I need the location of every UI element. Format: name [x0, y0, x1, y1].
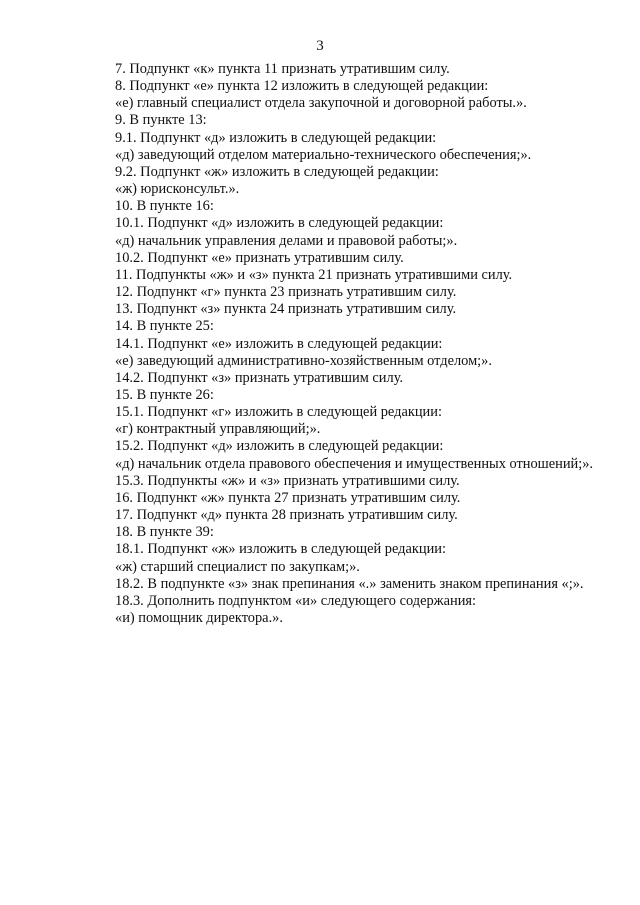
paragraph-8-text: «е) главный специалист отдела закупочной и договорной работы.». — [115, 95, 527, 112]
paragraph-18-1-text: «ж) старший специалист по закупкам;». — [115, 558, 360, 575]
document-body — [76, 61, 603, 627]
paragraph-18-3-text: «и) помощник директора.». — [115, 610, 283, 626]
page-number: 3 — [316, 38, 324, 54]
paragraph-14: 14. В пункте 25: — [115, 318, 214, 335]
paragraph-10-1: 10.1. Подпункт «д» изложить в следующей редакции: — [115, 215, 444, 232]
paragraph-10-1-text: «д) начальник управления делами и правовой работы;». — [115, 232, 458, 249]
paragraph-17: 17. Подпункт «д» пункта 28 признать утратившим силу. — [115, 507, 458, 524]
paragraph-18-3: 18.3. Дополнить подпунктом «и» следующего содержания: — [115, 592, 477, 609]
paragraph-15: 15. В пункте 26: — [115, 386, 214, 403]
paragraph-15-3: 15.3. Подпункты «ж» и «з» признать утратившими силу. — [115, 472, 460, 489]
paragraph-8: 8. Подпункт «е» пункта 12 изложить в следующей редакции: — [115, 78, 489, 95]
paragraph-14-1: 14.1. Подпункт «е» изложить в следующей редакции: — [115, 335, 443, 352]
paragraph-15-2-text: «д) начальник отдела правового обеспечения и имущественных отношений;». — [115, 455, 594, 472]
paragraph-15-1: 15.1. Подпункт «г» изложить в следующей редакции: — [115, 404, 442, 421]
paragraph-18: 18. В пункте 39: — [115, 524, 214, 541]
paragraph-9-1: 9.1. Подпункт «д» изложить в следующей редакции: — [115, 129, 437, 146]
paragraph-18-2: 18.2. В подпункте «з» знак препинания «.» заменить знаком препинания «;». — [115, 575, 584, 592]
paragraph-14-2: 14.2. Подпункт «з» признать утратившим силу. — [115, 369, 404, 386]
paragraph-10: 10. В пункте 16: — [115, 198, 214, 215]
paragraph-14-1-text: «е) заведующий административно-хозяйственным отделом;». — [115, 352, 492, 369]
paragraph-10-2: 10.2. Подпункт «е» признать утратившим силу. — [115, 249, 404, 266]
paragraph-9-2-text: «ж) юрисконсульт.». — [115, 181, 240, 198]
paragraph-12: 12. Подпункт «г» пункта 23 признать утратившим силу. — [115, 284, 457, 301]
paragraph-9: 9. В пункте 13: — [115, 112, 207, 129]
paragraph-7: 7. Подпункт «к» пункта 11 признать утратившим силу. — [115, 61, 450, 77]
paragraph-15-1-text: «г) контрактный управляющий;». — [115, 421, 321, 438]
paragraph-11: 11. Подпункты «ж» и «з» пункта 21 признать утратившими силу. — [115, 266, 513, 283]
paragraph-9-2: 9.2. Подпункт «ж» изложить в следующей редакции: — [115, 163, 439, 180]
paragraph-16: 16. Подпункт «ж» пункта 27 признать утратившим силу. — [115, 489, 461, 506]
paragraph-15-2: 15.2. Подпункт «д» изложить в следующей редакции: — [115, 438, 444, 455]
paragraph-13: 13. Подпункт «з» пункта 24 признать утратившим силу. — [115, 301, 457, 318]
paragraph-9-1-text: «д) заведующий отделом материально-технического обеспечения;». — [115, 146, 532, 163]
paragraph-18-1: 18.1. Подпункт «ж» изложить в следующей редакции: — [115, 541, 446, 558]
